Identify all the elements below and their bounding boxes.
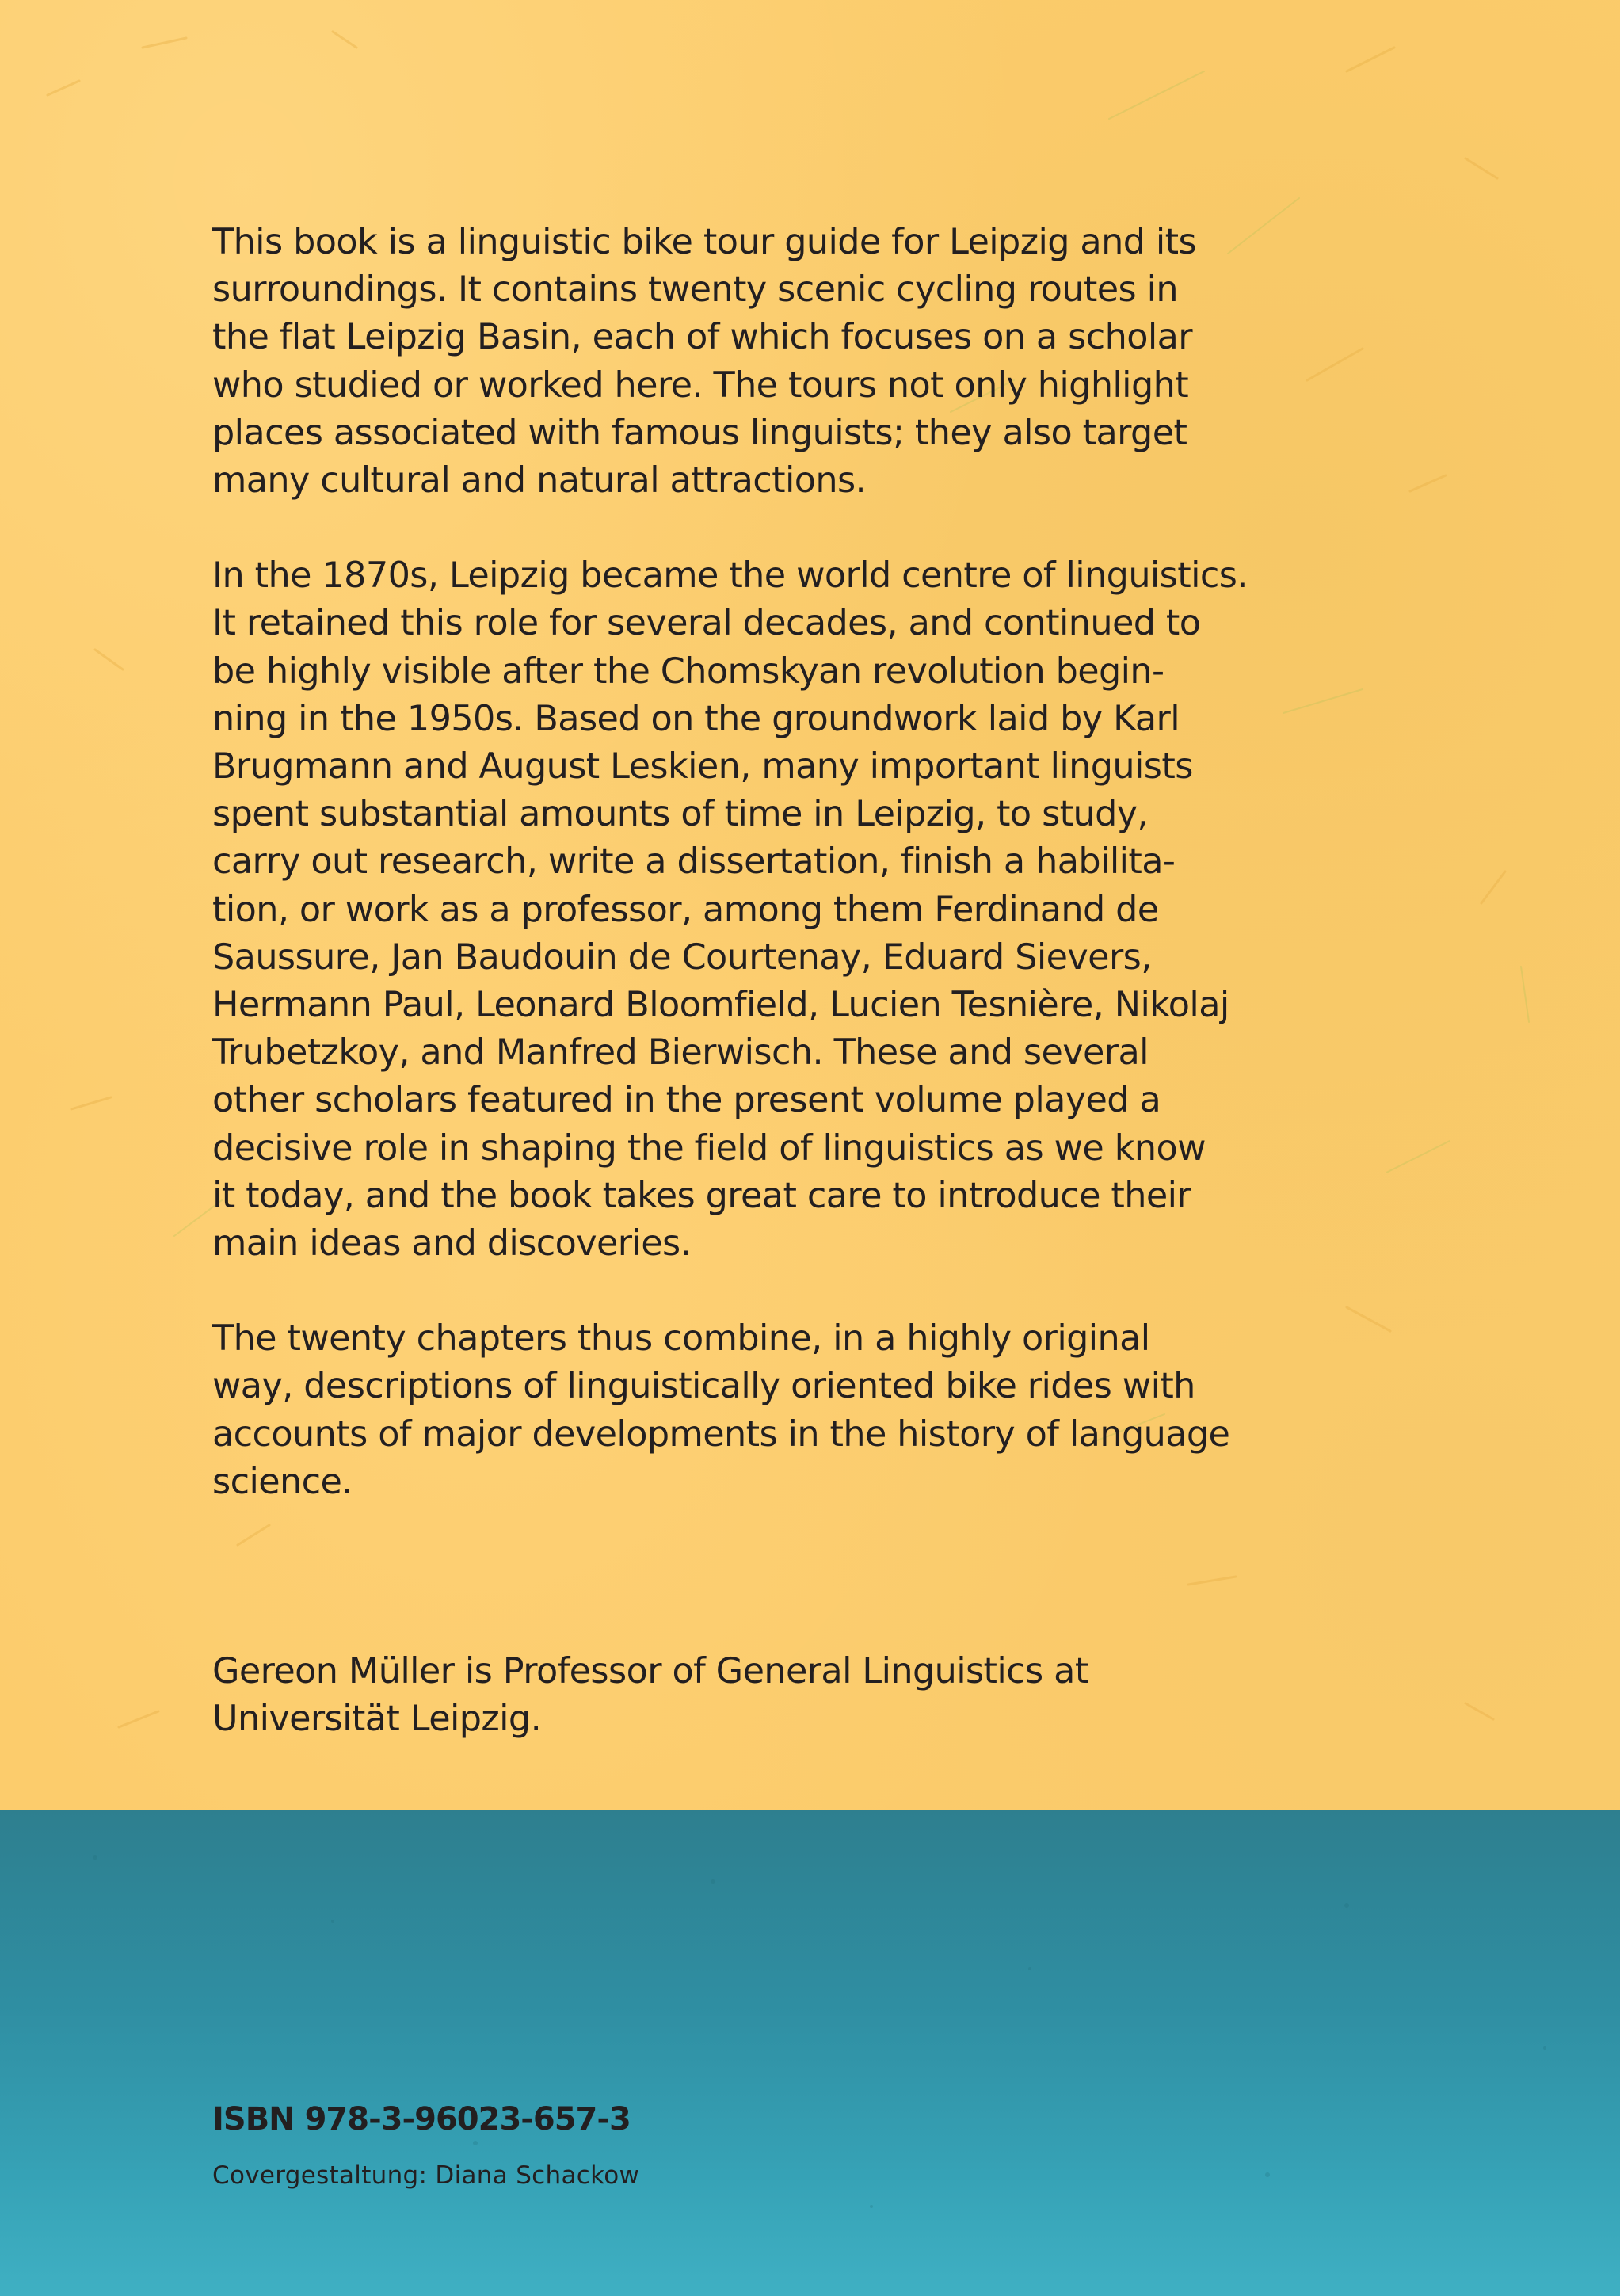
blurb-paragraph-3: The twenty chapters thus combine, in a highly original way, descriptions of linguistically oriented bike rides with accounts of major developments in the history of language science. [212,1318,1230,1502]
teal-texture [0,1810,1620,2296]
cover-design-credit: Covergestaltung: Diana Schackow [212,2161,640,2190]
isbn-number: ISBN 978-3-96023-657-3 [212,2101,631,2138]
author-bio: Gereon Müller is Professor of General Linguistics at Universität Leipzig. [212,1651,1088,1740]
blurb-text-block [212,219,1266,1554]
teal-background-panel [0,1810,1620,2296]
blurb-paragraph-2: In the 1870s, Leipzig became the world centre of linguistics. It retained this role for several decades, and continued to be highly visible after the Chomskyan revolution begin- ning in the 1950s. Based on the groundwork laid by Karl Brugmann and August Leskien, many important linguists spent substantial amounts of time in Leipzig, to study, carry out research, write a dissertation, finish a habilita- tion, or work as a professor, among them Ferdinand de Saussure, Jan Baudouin de Courtenay, Eduard Sievers, Hermann Paul, Leonard Bloomfield, Lucien Tesnière, Nikolaj Trubetzkoy, and Manfred Bierwisch. These and several other scholars featured in the present volume played a decisive role in shaping the field of linguistics as we know it today, and the book takes great care to introduce their main ideas and discoveries. [212,555,1248,1264]
blurb-paragraph-1: This book is a linguistic bike tour guide for Leipzig and its surroundings. It contains twenty scenic cycling routes in the flat Leipzig Basin, each of which focuses on a scholar who studied or worked here. The tours not only highlight places associated with famous linguists; they also target many cultural and natural attractions. [212,222,1197,502]
